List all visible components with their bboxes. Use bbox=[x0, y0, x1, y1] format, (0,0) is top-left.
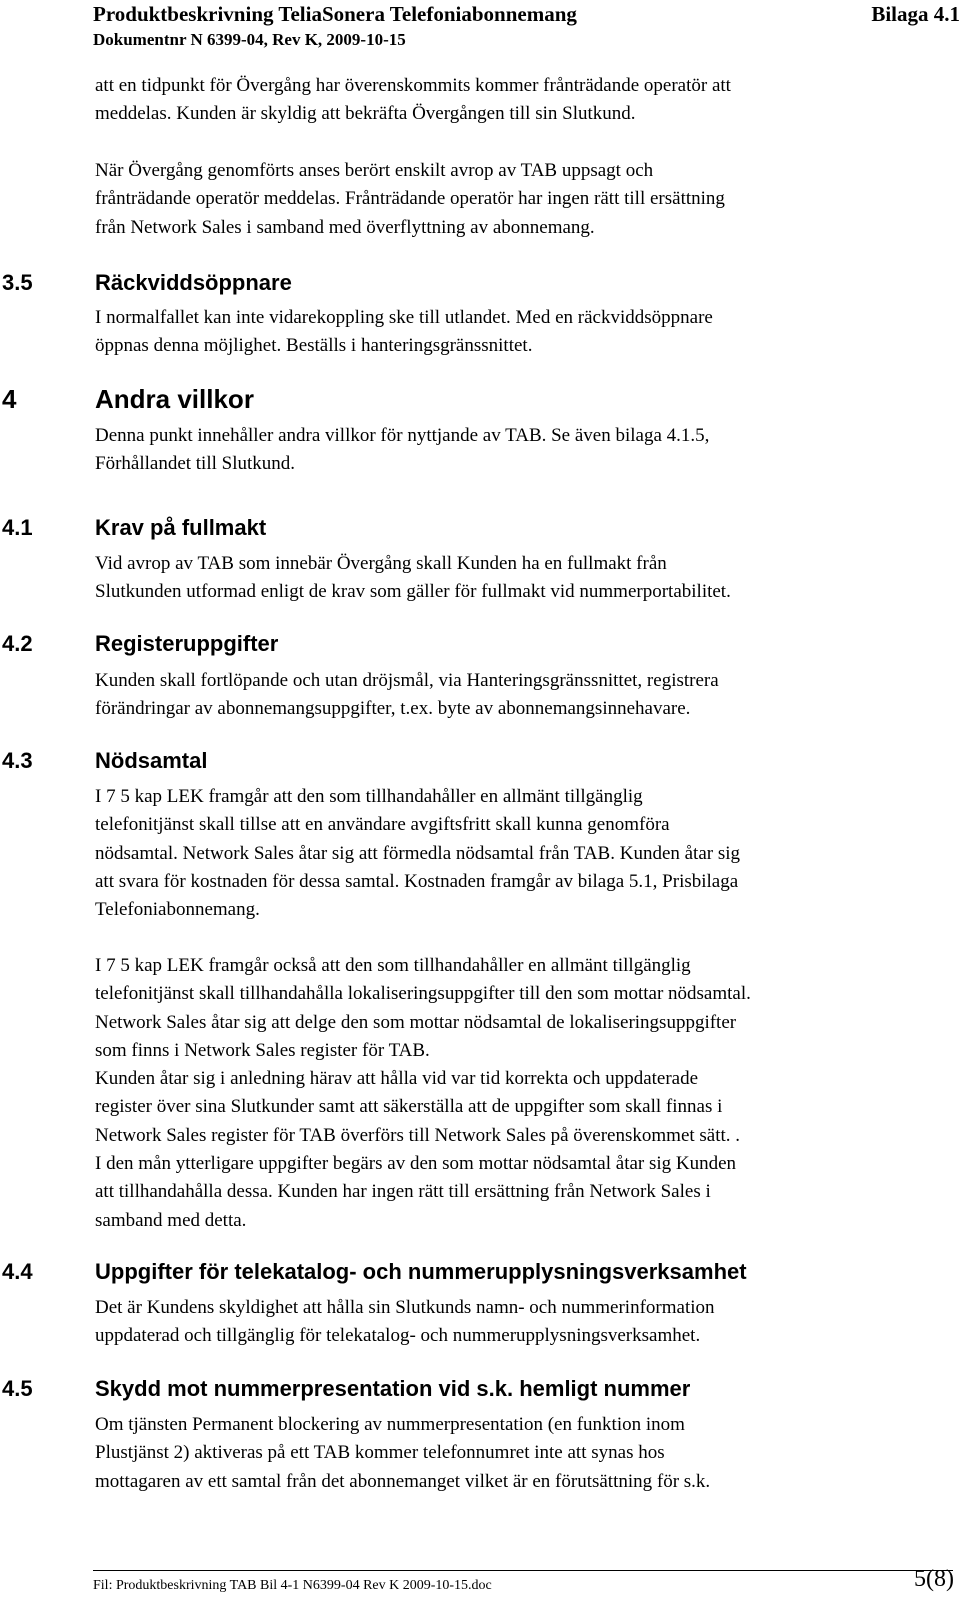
section-4-3-paragraph-1 bbox=[95, 783, 955, 924]
header-bilaga: Bilaga 4.1 bbox=[871, 2, 960, 26]
text-line: samband med detta. bbox=[95, 1209, 247, 1231]
text-line: att svara för kostnaden för dessa samtal. Kostnaden framgår av bilaga 5.1, Prisbilaga bbox=[95, 870, 739, 892]
text-line: Network Sales åtar sig att delge den som mottar nödsamtal de lokaliseringsuppgifter bbox=[95, 1011, 737, 1033]
text-line: Kunden åtar sig i anledning härav att hålla vid var tid korrekta och uppdaterade bbox=[95, 1068, 699, 1090]
intro-paragraph-1 bbox=[95, 72, 955, 129]
text-line: Telefoniabonnemang. bbox=[95, 899, 260, 921]
text-line: Om tjänsten Permanent blockering av nummerpresentation (en funktion inom bbox=[95, 1414, 685, 1435]
text-line: Vid avrop av TAB som innebär Övergång skall Kunden ha en fullmakt från bbox=[95, 553, 667, 574]
text-line: I 7 5 kap LEK framgår också att den som tillhandahåller en allmänt tillgänglig bbox=[95, 955, 691, 976]
text-line: telefonitjänst skall tillse att en användare avgiftsfritt skall kunna genomföra bbox=[95, 814, 670, 836]
footer-filename: Fil: Produktbeskrivning TAB Bil 4-1 N6399-04 Rev K 2009-10-15.doc bbox=[93, 1578, 492, 1593]
section-title: Uppgifter för telekatalog- och nummerupplysningsverksamhet bbox=[95, 1259, 747, 1284]
text-line: nödsamtal. Network Sales åtar sig att förmedla nödsamtal från TAB. Kunden åtar sig bbox=[95, 842, 741, 864]
section-title: Nödsamtal bbox=[95, 748, 208, 773]
section-number: 4 bbox=[2, 384, 17, 414]
text-line: att en tidpunkt för Övergång har överenskommits kommer frånträdande operatör att bbox=[95, 75, 731, 96]
text-line: frånträdande operatör meddelas. Frånträdande operatör har ingen rätt till ersättning bbox=[95, 188, 725, 210]
section-number: 4.3 bbox=[2, 748, 33, 773]
section-number: 4.2 bbox=[2, 631, 33, 656]
text-line: Kunden skall fortlöpande och utan dröjsmål, via Hanteringsgränssnittet, registrera bbox=[95, 670, 719, 691]
header-document-number: Dokumentnr N 6399-04, Rev K, 2009-10-15 bbox=[93, 30, 406, 49]
section-3-5-body bbox=[95, 304, 955, 361]
text-line: När Övergång genomförts anses berört enskilt avrop av TAB uppsagt och bbox=[95, 160, 654, 181]
header-title: Produktbeskrivning TeliaSonera Telefoniabonnemang bbox=[93, 2, 577, 26]
section-number: 4.4 bbox=[2, 1259, 33, 1284]
text-line: telefonitjänst skall tillhandahålla lokaliseringsuppgifter till den som mottar nödsamtal. bbox=[95, 983, 751, 1005]
text-line: register över sina Slutkunder samt att säkerställa att de uppgifter som skall finnas i bbox=[95, 1096, 723, 1118]
text-line: öppnas denna möjlighet. Beställs i hanteringsgränssnittet. bbox=[95, 335, 533, 357]
section-4-body bbox=[95, 422, 955, 479]
text-line: Det är Kundens skyldighet att hålla sin Slutkunds namn- och nummerinformation bbox=[95, 1297, 715, 1318]
section-title: Skydd mot nummerpresentation vid s.k. hemligt nummer bbox=[95, 1376, 691, 1401]
text-line: I 7 5 kap LEK framgår att den som tillhandahåller en allmänt tillgänglig bbox=[95, 786, 643, 807]
section-number: 3.5 bbox=[2, 270, 33, 295]
footer-divider bbox=[93, 1570, 953, 1571]
text-line: Plustjänst 2) aktiveras på ett TAB kommer telefonnumret inte att synas hos bbox=[95, 1442, 665, 1464]
intro-paragraph-2 bbox=[95, 157, 955, 242]
text-line: Slutkunden utformad enligt de krav som gäller för fullmakt vid nummerportabilitet. bbox=[95, 581, 731, 603]
section-4-2-body bbox=[95, 667, 955, 724]
section-title: Andra villkor bbox=[95, 384, 254, 414]
section-4-5-body bbox=[95, 1411, 955, 1496]
section-4-3-paragraph-2 bbox=[95, 952, 955, 1235]
text-line: förändringar av abonnemangsuppgifter, t.ex. byte av abonnemangsinnehavare. bbox=[95, 698, 691, 720]
text-line: Network Sales register för TAB överförs till Network Sales på överenskommet sätt. . bbox=[95, 1124, 741, 1146]
text-line: I normalfallet kan inte vidarekoppling ske till utlandet. Med en räckviddsöppnare bbox=[95, 307, 713, 328]
section-title: Krav på fullmakt bbox=[95, 515, 267, 540]
section-title: Räckviddsöppnare bbox=[95, 270, 292, 295]
text-line: uppdaterad och tillgänglig för telekatalog- och nummerupplysningsverksamhet. bbox=[95, 1325, 701, 1347]
text-line: Förhållandet till Slutkund. bbox=[95, 453, 296, 475]
text-line: att tillhandahålla dessa. Kunden har ingen rätt till ersättning från Network Sales i bbox=[95, 1181, 711, 1203]
text-line: som finns i Network Sales register för TAB. bbox=[95, 1039, 430, 1061]
section-number: 4.1 bbox=[2, 515, 33, 540]
text-line: mottagaren av ett samtal från det abonnemanget vilket är en förutsättning för s.k. bbox=[95, 1470, 711, 1492]
section-number: 4.5 bbox=[2, 1376, 33, 1401]
section-4-1-body bbox=[95, 550, 955, 607]
text-line: Denna punkt innehåller andra villkor för nyttjande av TAB. Se även bilaga 4.1.5, bbox=[95, 425, 710, 446]
section-4-4-body bbox=[95, 1294, 955, 1351]
text-line: meddelas. Kunden är skyldig att bekräfta Övergången till sin Slutkund. bbox=[95, 103, 636, 125]
footer-page-number: 5(8) bbox=[914, 1566, 954, 1592]
text-line: från Network Sales i samband med överflyttning av abonnemang. bbox=[95, 216, 595, 238]
text-line: I den mån ytterligare uppgifter begärs av den som mottar nödsamtal åtar sig Kunden bbox=[95, 1153, 737, 1175]
section-title: Registeruppgifter bbox=[95, 631, 279, 656]
